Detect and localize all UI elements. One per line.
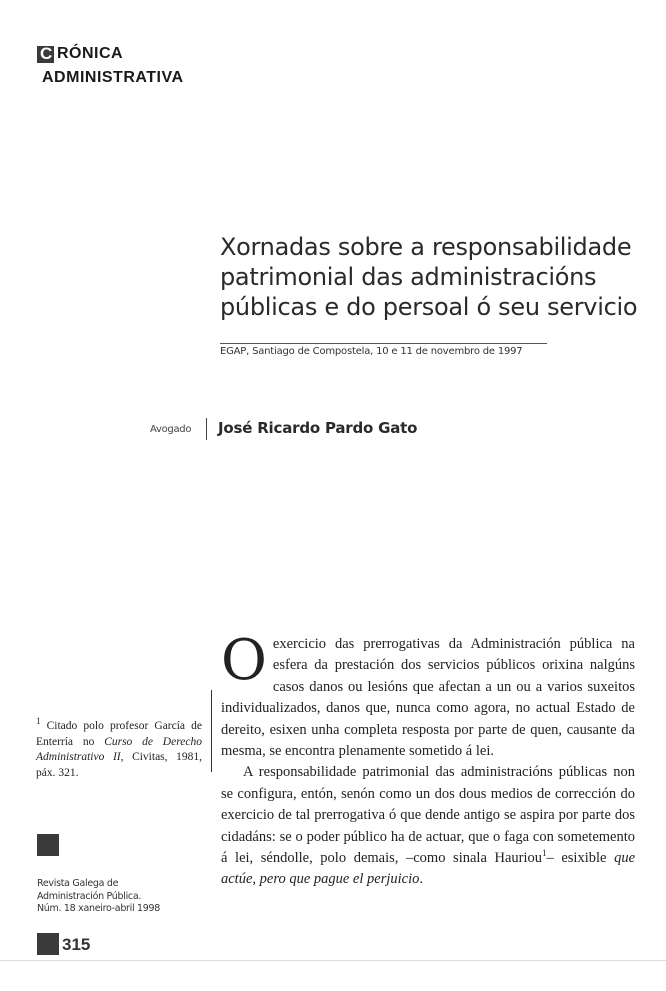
drop-cap: O	[221, 628, 267, 693]
footnote-number: 1	[36, 716, 41, 727]
author-name: José Ricardo Pardo Gato	[218, 419, 418, 437]
footnote-ref[interactable]: 1	[542, 848, 547, 859]
paragraph-text: – esixible	[546, 850, 615, 867]
paragraph-text: .	[419, 871, 424, 888]
footnote-text: , Civitas, 1981, páx. 321.	[36, 751, 202, 779]
page-edge	[0, 960, 666, 961]
event-subtitle: EGAP, Santiago de Compostela, 10 e 11 de novembro de 1997	[220, 346, 523, 357]
footnote-text: Citado polo profesor García de Enterría no	[36, 720, 202, 748]
paragraph-text: exercicio das prerrogativas da Administración pública na esfera da prestación dos servicios públicos orixina nalgúns casos danos ou lesións que afectan a un ou a varios suxeitos individualizados, danos que, nunca como agora, no actual Estado de dereito, esixen unha completa resposta por parte de quen, causante da mesma, se encontra plenamente sometido á lei.	[221, 636, 635, 760]
article-title	[220, 232, 660, 322]
author-role: Avogado	[150, 424, 192, 435]
title-line: públicas e do persoal ó seu servicio	[220, 293, 638, 321]
page-number: 315	[62, 935, 91, 954]
title-line: patrimonial das administracións	[220, 263, 597, 291]
journal-info	[37, 878, 207, 916]
footnote-book-title: Curso de Derecho Administrativo II	[36, 735, 202, 763]
paragraph	[221, 762, 635, 890]
paragraph-text: A responsabilidade patrimonial das administracións públicas non se configura, entón, senón como un dos dous medios de corrección do exercicio de tal prerrogativa ó que dende antigo se aspira por parte dos cidadáns: se o poder público ha de actuar, que o faga con sometemento á lei, séndolle, polo demais, –como sinala Hauriou	[221, 764, 635, 867]
journal-line: Administración Pública.	[37, 890, 142, 902]
journal-line: Núm. 18 xaneiro-abril 1998	[37, 903, 161, 914]
quote-italic: que actúe, pero que pague el perjuicio	[221, 850, 635, 888]
title-divider	[220, 343, 547, 344]
footnote-divider	[211, 690, 212, 772]
journal-line: Revista Galega de	[37, 878, 119, 889]
section-title-line1: RÓNICA	[57, 45, 124, 62]
decorative-square	[37, 834, 59, 856]
title-line: Xornadas sobre a responsabilidade	[220, 233, 632, 261]
author-divider	[206, 418, 207, 440]
article-body	[221, 628, 635, 891]
footnote	[36, 716, 202, 781]
section-initial: C	[40, 44, 53, 63]
paragraph	[221, 628, 635, 762]
section-title-line2: ADMINISTRATIVA	[42, 69, 184, 86]
page-number-block	[37, 933, 59, 955]
